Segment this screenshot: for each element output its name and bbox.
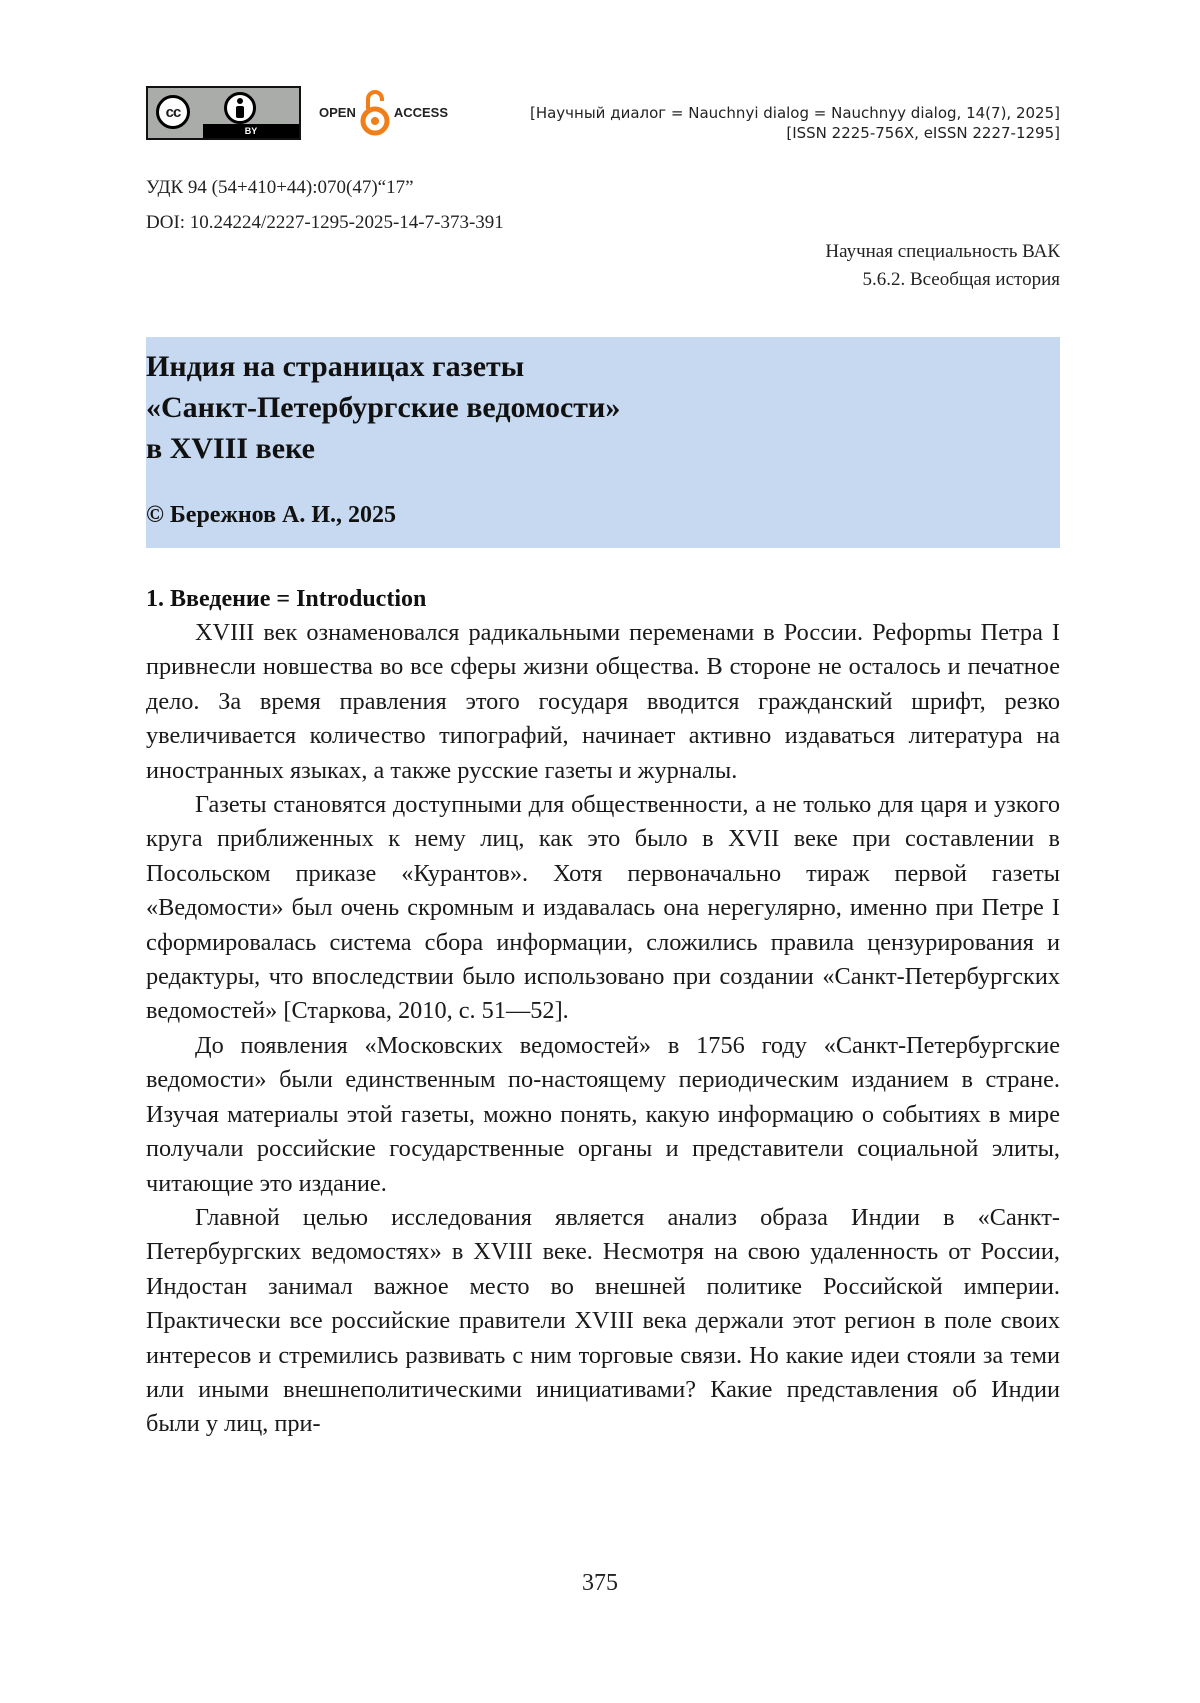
article-body <box>146 582 1060 1442</box>
open-access-logo <box>319 86 448 138</box>
cc-by-license-badge <box>146 86 301 140</box>
paragraph: До появления «Московских ведомостей» в 1756 году «Санкт-Петербургские ведомости» были единственным по-настоящему периодическим изданием в стране. Изучая материалы этой газеты, можно понять, какую информацию о событиях в мире получали российские государственные органы и представители социальной элиты, читающие это издание. <box>146 1031 1060 1197</box>
paragraph: Главной целью исследования является анализ образа Индии в «Санкт-Петербургских ведомостях» в XVIII веке. Несмотря на свою удаленность от России, Индостан занимал важное место во внешней политике Российской империи. Практически все российские правители XVIII века держали этот регион в поле своих интересов и стремились развивать с ним торговые связи. Но какие идеи стояли за теми или иными внешнеполитическими инициативами? Какие представления об Индии были у лиц, при- <box>146 1203 1060 1438</box>
title-line-3: в XVIII веке <box>146 432 315 465</box>
paragraph: XVIII век ознаменовался радикальными переменами в России. Рефорmы Петра I привнесли новшества во все сферы жизни общества. В стороне не осталось и печатное дело. За время правления этого государя вводится гражданский шрифт, резко увеличивается количество типографий, начинает активно издаваться литература на иностранных языках, а также русские газеты и журналы. <box>146 619 1060 784</box>
open-access-text-left: OPEN <box>319 104 356 120</box>
journal-issn: [ISSN 2225-756X, eISSN 2227-1295] <box>786 124 1060 142</box>
section-heading: 1. Введение = Introduction <box>146 586 427 612</box>
vak-specialty <box>825 238 1060 294</box>
journal-citation: [Научный диалог = Nauchnyi dialog = Nauchnyy dialog, 14(7), 2025] <box>529 104 1060 122</box>
page-number: 375 <box>582 1570 618 1596</box>
specialty-value: 5.6.2. Всеобщая история <box>862 269 1060 290</box>
title-block <box>146 337 1060 548</box>
by-label: BY <box>203 124 299 138</box>
attribution-person-icon <box>224 92 256 124</box>
author-copyright: © Бережнов А. И., 2025 <box>146 502 397 528</box>
article-title <box>146 346 620 469</box>
open-access-lock-icon <box>360 87 390 137</box>
udk-code: УДК 94 (54+410+44):070(47)“17” <box>146 177 414 198</box>
title-line-2: «Санкт-Петербургские ведомости» <box>146 391 621 424</box>
title-line-1: Индия на страницах газеты <box>146 350 525 383</box>
paragraph: Газеты становятся доступными для общественности, а не только для царя и узкого круга приближенных к нему лиц, как это было в XVII веке при составлении в Посольском приказе «Курантов». Хотя первоначально тираж первой газеты «Ведомости» был очень скромным и издавалась она нерегулярно, именно при Петре I сформировалась система сбора информации, сложились правила цензурирования и редактуры, что впоследствии было использовано при создании «Санкт-Петербургских ведомостей» [Старкова, 2010, с. 51—52]. <box>146 791 1060 1025</box>
doi: DOI: 10.24224/2227-1295-2025-14-7-373-391 <box>146 212 504 233</box>
creative-commons-icon: cc <box>156 95 190 129</box>
open-access-text-right: ACCESS <box>393 104 449 120</box>
journal-reference <box>530 103 1060 143</box>
specialty-label: Научная специальность ВАК <box>825 241 1060 262</box>
